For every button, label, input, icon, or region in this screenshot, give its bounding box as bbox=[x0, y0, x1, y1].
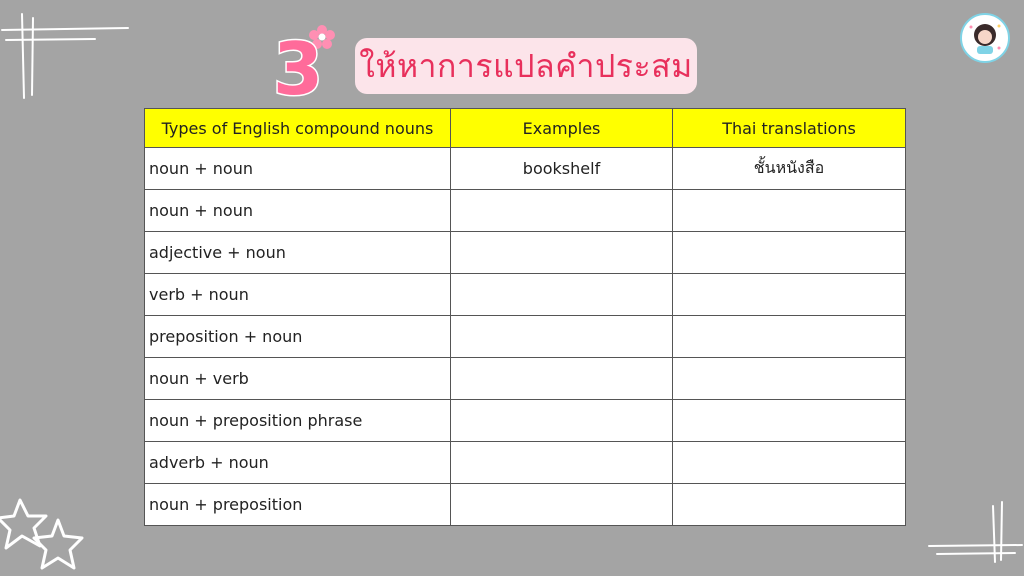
thai-cell[interactable] bbox=[673, 274, 906, 316]
table-row bbox=[145, 148, 906, 190]
type-cell: noun + noun bbox=[145, 148, 451, 190]
thai-cell[interactable] bbox=[673, 358, 906, 400]
thai-cell[interactable] bbox=[673, 232, 906, 274]
hash-lines-icon bbox=[0, 0, 135, 105]
thai-cell[interactable] bbox=[673, 442, 906, 484]
thai-cell: ชั้นหนังสือ bbox=[673, 148, 906, 190]
type-cell: verb + noun bbox=[145, 274, 451, 316]
table-row bbox=[145, 358, 906, 400]
avatar-logo-icon bbox=[960, 13, 1010, 63]
type-cell: adverb + noun bbox=[145, 442, 451, 484]
title-box bbox=[355, 38, 697, 94]
table-row bbox=[145, 400, 906, 442]
column-header-thai: Thai translations bbox=[673, 109, 906, 148]
compound-nouns-table bbox=[144, 108, 906, 526]
example-cell[interactable] bbox=[451, 316, 673, 358]
type-cell: noun + preposition bbox=[145, 484, 451, 526]
example-cell[interactable] bbox=[451, 190, 673, 232]
example-cell[interactable] bbox=[451, 274, 673, 316]
badge-number: 3 bbox=[272, 27, 324, 102]
column-header-types: Types of English compound nouns bbox=[145, 109, 451, 148]
example-cell[interactable] bbox=[451, 232, 673, 274]
type-cell: preposition + noun bbox=[145, 316, 451, 358]
table-row bbox=[145, 274, 906, 316]
thai-cell[interactable] bbox=[673, 316, 906, 358]
table-row bbox=[145, 190, 906, 232]
star-outline-icon bbox=[0, 492, 100, 576]
example-cell[interactable] bbox=[451, 484, 673, 526]
table-row bbox=[145, 484, 906, 526]
type-cell: noun + preposition phrase bbox=[145, 400, 451, 442]
number-badge bbox=[268, 22, 336, 102]
column-header-examples: Examples bbox=[451, 109, 673, 148]
table-row bbox=[145, 442, 906, 484]
example-cell[interactable] bbox=[451, 358, 673, 400]
example-cell[interactable] bbox=[451, 442, 673, 484]
hash-lines-icon bbox=[925, 500, 1024, 576]
page-title: ให้หาการแปลคำประสม bbox=[359, 47, 693, 85]
example-cell[interactable] bbox=[451, 400, 673, 442]
example-cell: bookshelf bbox=[451, 148, 673, 190]
table-row bbox=[145, 232, 906, 274]
thai-cell[interactable] bbox=[673, 190, 906, 232]
thai-cell[interactable] bbox=[673, 400, 906, 442]
thai-cell[interactable] bbox=[673, 484, 906, 526]
type-cell: adjective + noun bbox=[145, 232, 451, 274]
table-row bbox=[145, 316, 906, 358]
type-cell: noun + verb bbox=[145, 358, 451, 400]
table-header-row bbox=[145, 109, 906, 148]
type-cell: noun + noun bbox=[145, 190, 451, 232]
